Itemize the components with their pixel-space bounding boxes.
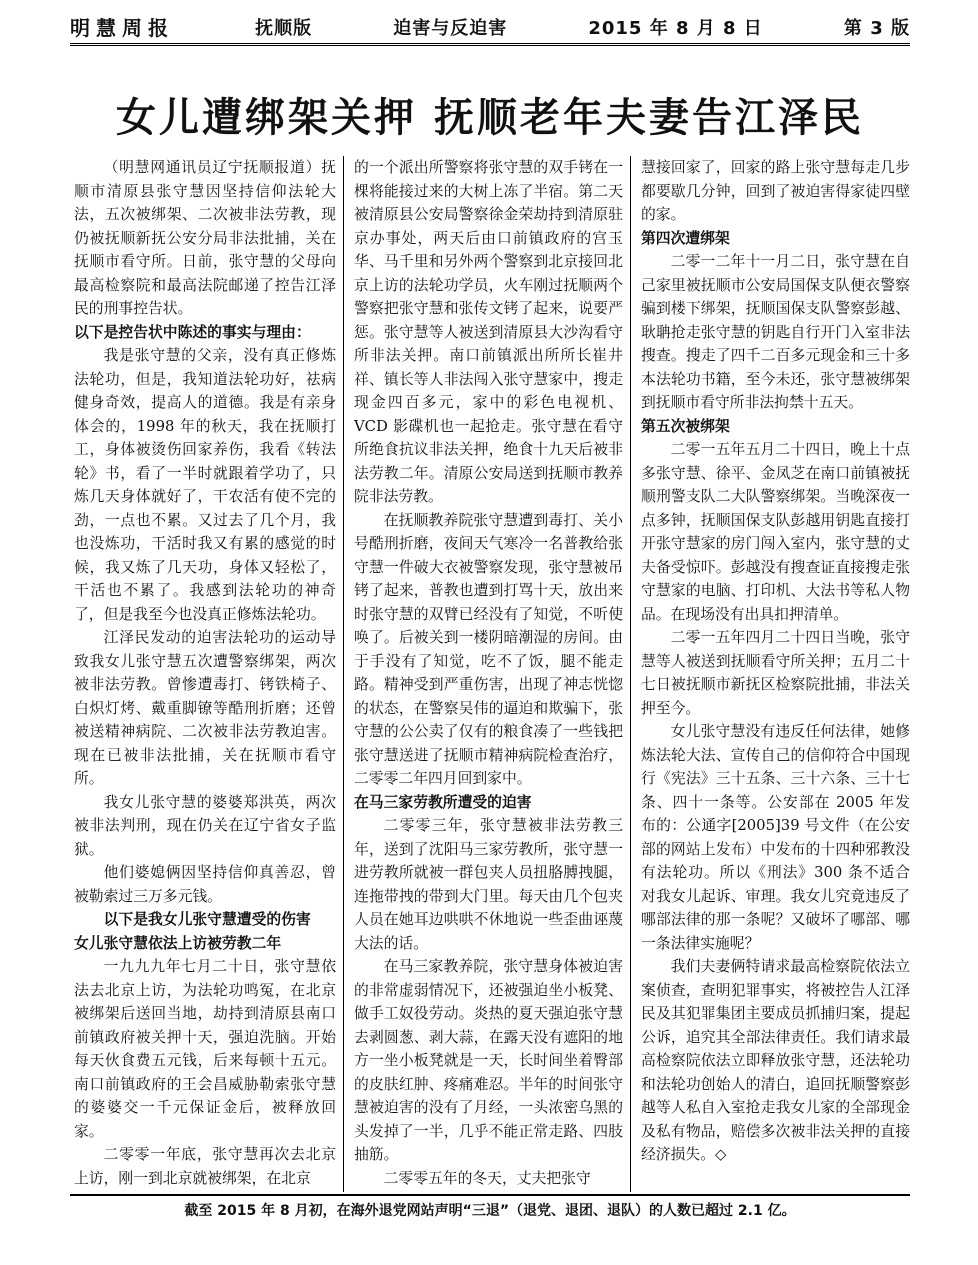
paragraph: 的一个派出所警察将张守慧的双手铐在一棵将能接过来的大树上冻了半宿。第二天被清原县公安局警察徐金荣劫持到清原驻京办事处，两天后由口前镇政府的宫玉华、马千里和另外两个警察到北京接回北京上访的法轮功学员，火车刚过抚顺两个警察把张守慧和张传文铐了起来，说要严惩。张守慧等人被送到清原县大沙沟看守所非法关押。南口前镇派出所所长崔井祥、镇长等人非法闯入张守慧家中，搜走现金四百多元，家中的彩色电视机、VCD 影碟机也一起抢走。张守慧在看守所绝食抗议非法关押，绝食十九天后被非法劳教二年。清原公安局送到抚顺市教养院非法劳教。 xyxy=(354,159,623,505)
section-heading: 以下是我女儿张守慧遭受的伤害 xyxy=(103,911,311,928)
footer-divider xyxy=(70,1194,910,1196)
paragraph: 二零零一年底，张守慧再次去北京上访，刚一到北京就被绑架，在北京 xyxy=(74,1146,336,1187)
section-heading: 女儿张守慧依法上访被劳教二年 xyxy=(74,934,282,952)
edition-label: 抚顺版 xyxy=(255,17,313,39)
paragraph: 他们婆媳俩因坚持信仰真善忍，曾被勒索过三万多元钱。 xyxy=(74,864,336,905)
article-title: 女儿遭绑架关押 抚顺老年夫妻告江泽民 xyxy=(116,95,864,141)
publication-name: 明慧周报 xyxy=(70,16,174,40)
paragraph: 在马三家教养院，张守慧身体被迫害的非常虚弱情况下，还被强迫坐小板凳、做手工奴役劳动。炎热的夏天强迫张守慧去剥圆葱、剥大蒜，在露天没有遮阳的地方一坐小板凳就是一天，长时间坐着臀部的皮肤红肿、疼痛难忍。半年的时间张守慧被迫害的没有了月经，一头浓密乌黑的头发掉了一半，几乎不能正常走路、四肢抽筋。 xyxy=(354,958,623,1163)
section-heading: 以下是控告状中陈述的事实与理由： xyxy=(74,323,311,341)
paragraph: 女儿张守慧没有违反任何法律，她修炼法轮大法、宣传自己的信仰符合中国现行《宪法》三十五条、三十六条、三十七条、四十一条等。公安部在 2005 年发布的：公通字[2005]39 号文件（在公安部的网站上发布）中发布的十四种邪教没有法轮功。所以《刑法》300 条不适合对我女儿起诉、审理。我女儿究竟违反了哪部法律的那一条呢？又破坏了哪部、哪一条法律实施呢？ xyxy=(641,723,910,952)
paragraph: （明慧网通讯员辽宁抚顺报道）抚顺市清原县张守慧因坚持信仰法轮大法，五次被绑架、二次被非法劳教，现仍被抚顺新抚公安分局非法批捕，关在抚顺市看守所。日前，张守慧的父母向最高检察院和最高法院邮递了控告江泽民的刑事控告状。 xyxy=(74,159,336,317)
column-right xyxy=(630,156,910,1192)
paragraph: 在抚顺教养院张守慧遭到毒打、关小号酷刑折磨，夜间天气寒冷一名普教给张守慧一件破大衣被警察发现，张守慧被吊铐了起来，普教也遭到打骂十天，放出来时张守慧的双臂已经没有了知觉，不听使唤了。后被关到一楼阴暗潮湿的房间。由于手没有了知觉，吃不了饭，腿不能走路。精神受到严重伤害，出现了神志恍惚的状态，在警察吴伟的逼迫和欺骗下，张守慧的公公卖了仅有的粮食凑了一些钱把张守慧送进了抚顺市精神病院检查治疗，二零零二年四月回到家中。 xyxy=(354,511,623,787)
paragraph: 二零一二年十一月二日，张守慧在自己家里被抚顺市公安局国保支队便衣警察骗到楼下绑架，抚顺国保支队警察彭越、耿聃抢走张守慧的钥匙自行开门入室非法搜查。搜走了四千二百多元现金和三十多本法轮功书籍，至今未还，张守慧被绑架到抚顺市看守所非法拘禁十五天。 xyxy=(641,253,910,411)
footer-note: 截至 2015 年 8 月初，在海外退党网站声明“三退”（退党、退团、退队）的人数已超过 2.1 亿。 xyxy=(184,1203,796,1219)
article-body xyxy=(74,156,910,1192)
page-number: 第 3 版 xyxy=(843,17,910,39)
section-heading: 第四次遭绑架 xyxy=(641,229,730,247)
paragraph: 二零零三年，张守慧被非法劳教三年，送到了沈阳马三家劳教所，张守慧一进劳教所就被一群包夹人员扭胳膊拽腿，连拖带拽的带到大门里。每天由几个包夹人员在她耳边哄哄不休地说一些歪曲诬蔑大法的话。 xyxy=(354,817,623,952)
paragraph: 江泽民发动的迫害法轮功的运动导致我女儿张守慧五次遭警察绑架，两次被非法劳教。曾惨遭毒打、铐铁椅子、白炽灯烤、戴重脚镣等酷刑折磨；还曾被送精神病院、二次被非法劳教迫害。现在已被非法批捕，关在抚顺市看守所。 xyxy=(74,629,336,787)
section-label: 迫害与反迫害 xyxy=(393,17,508,39)
paragraph: 二零一五年四月二十四日当晚，张守慧等人被送到抚顺看守所关押；五月二十七日被抚顺市新抚区检察院批捕，非法关押至今。 xyxy=(641,629,910,717)
paragraph: 慧接回家了，回家的路上张守慧每走几步都要歇几分钟，回到了被迫害得家徒四壁的家。 xyxy=(641,159,910,223)
paragraph: 二零零五年的冬天，丈夫把张守 xyxy=(383,1169,591,1187)
column-left xyxy=(74,156,336,1192)
section-heading: 第五次被绑架 xyxy=(641,417,730,435)
paragraph: 我们夫妻俩特请求最高检察院依法立案侦查，查明犯罪事实，将被控告人江泽民及其犯罪集团主要成员抓捕归案，提起公诉，追究其全部法律责任。我们请求最高检察院依法立即释放张守慧，还法轮功和法轮功创始人的清白，追回抚顺警察彭越等人私自入室抢走我女儿家的全部现金及私有物品，赔偿多次被非法关押的直接经济损失。◇ xyxy=(641,958,910,1163)
section-heading: 在马三家劳教所遭受的迫害 xyxy=(354,793,532,811)
masthead xyxy=(70,10,910,46)
column-middle xyxy=(343,156,623,1192)
paragraph: 一九九九年七月二十日，张守慧依法去北京上访，为法轮功鸣冤，在北京被绑架后送回当地，劫持到清原县南口前镇政府被关押十天，强迫洗脑。开始每天伙食费五元钱，后来每顿十五元。南口前镇政府的王会昌威胁勒索张守慧的婆婆交一千元保证金后，被释放回家。 xyxy=(74,958,336,1140)
paragraph: 我女儿张守慧的婆婆郑洪英，两次被非法判刑，现在仍关在辽宁省女子监狱。 xyxy=(74,793,336,858)
issue-date: 2015 年 8 月 8 日 xyxy=(588,17,763,39)
paragraph: 二零一五年五月二十四日，晚上十点多张守慧、徐平、金凤芝在南口前镇被抚顺刑警支队二大队警察绑架。当晚深夜一点多钟，抚顺国保支队彭越用钥匙直接打开张守慧家的房门闯入室内，张守慧的丈夫备受惊吓。彭越没有搜查证直接搜走张守慧家的电脑、打印机、大法书等私人物品。在现场没有出具扣押清单。 xyxy=(641,441,910,623)
paragraph: 我是张守慧的父亲，没有真正修炼法轮功，但是，我知道法轮功好，祛病健身奇效，提高人的道德。我是有亲身体会的，1998 年的秋天，我在抚顺打工，身体被烫伤回家养伤，我看《转法轮》书，看了一半时就跟着学功了，只炼几天身体就好了，干农活有使不完的劲，一点也不累。又过去了几个月，我也没炼功，干活时我又有累的感觉的时候，我又炼了几天功，身体又轻松了，干活也不累了。我感到法轮功的神奇了，但是我至今也没真正修炼法轮功。 xyxy=(74,347,336,623)
